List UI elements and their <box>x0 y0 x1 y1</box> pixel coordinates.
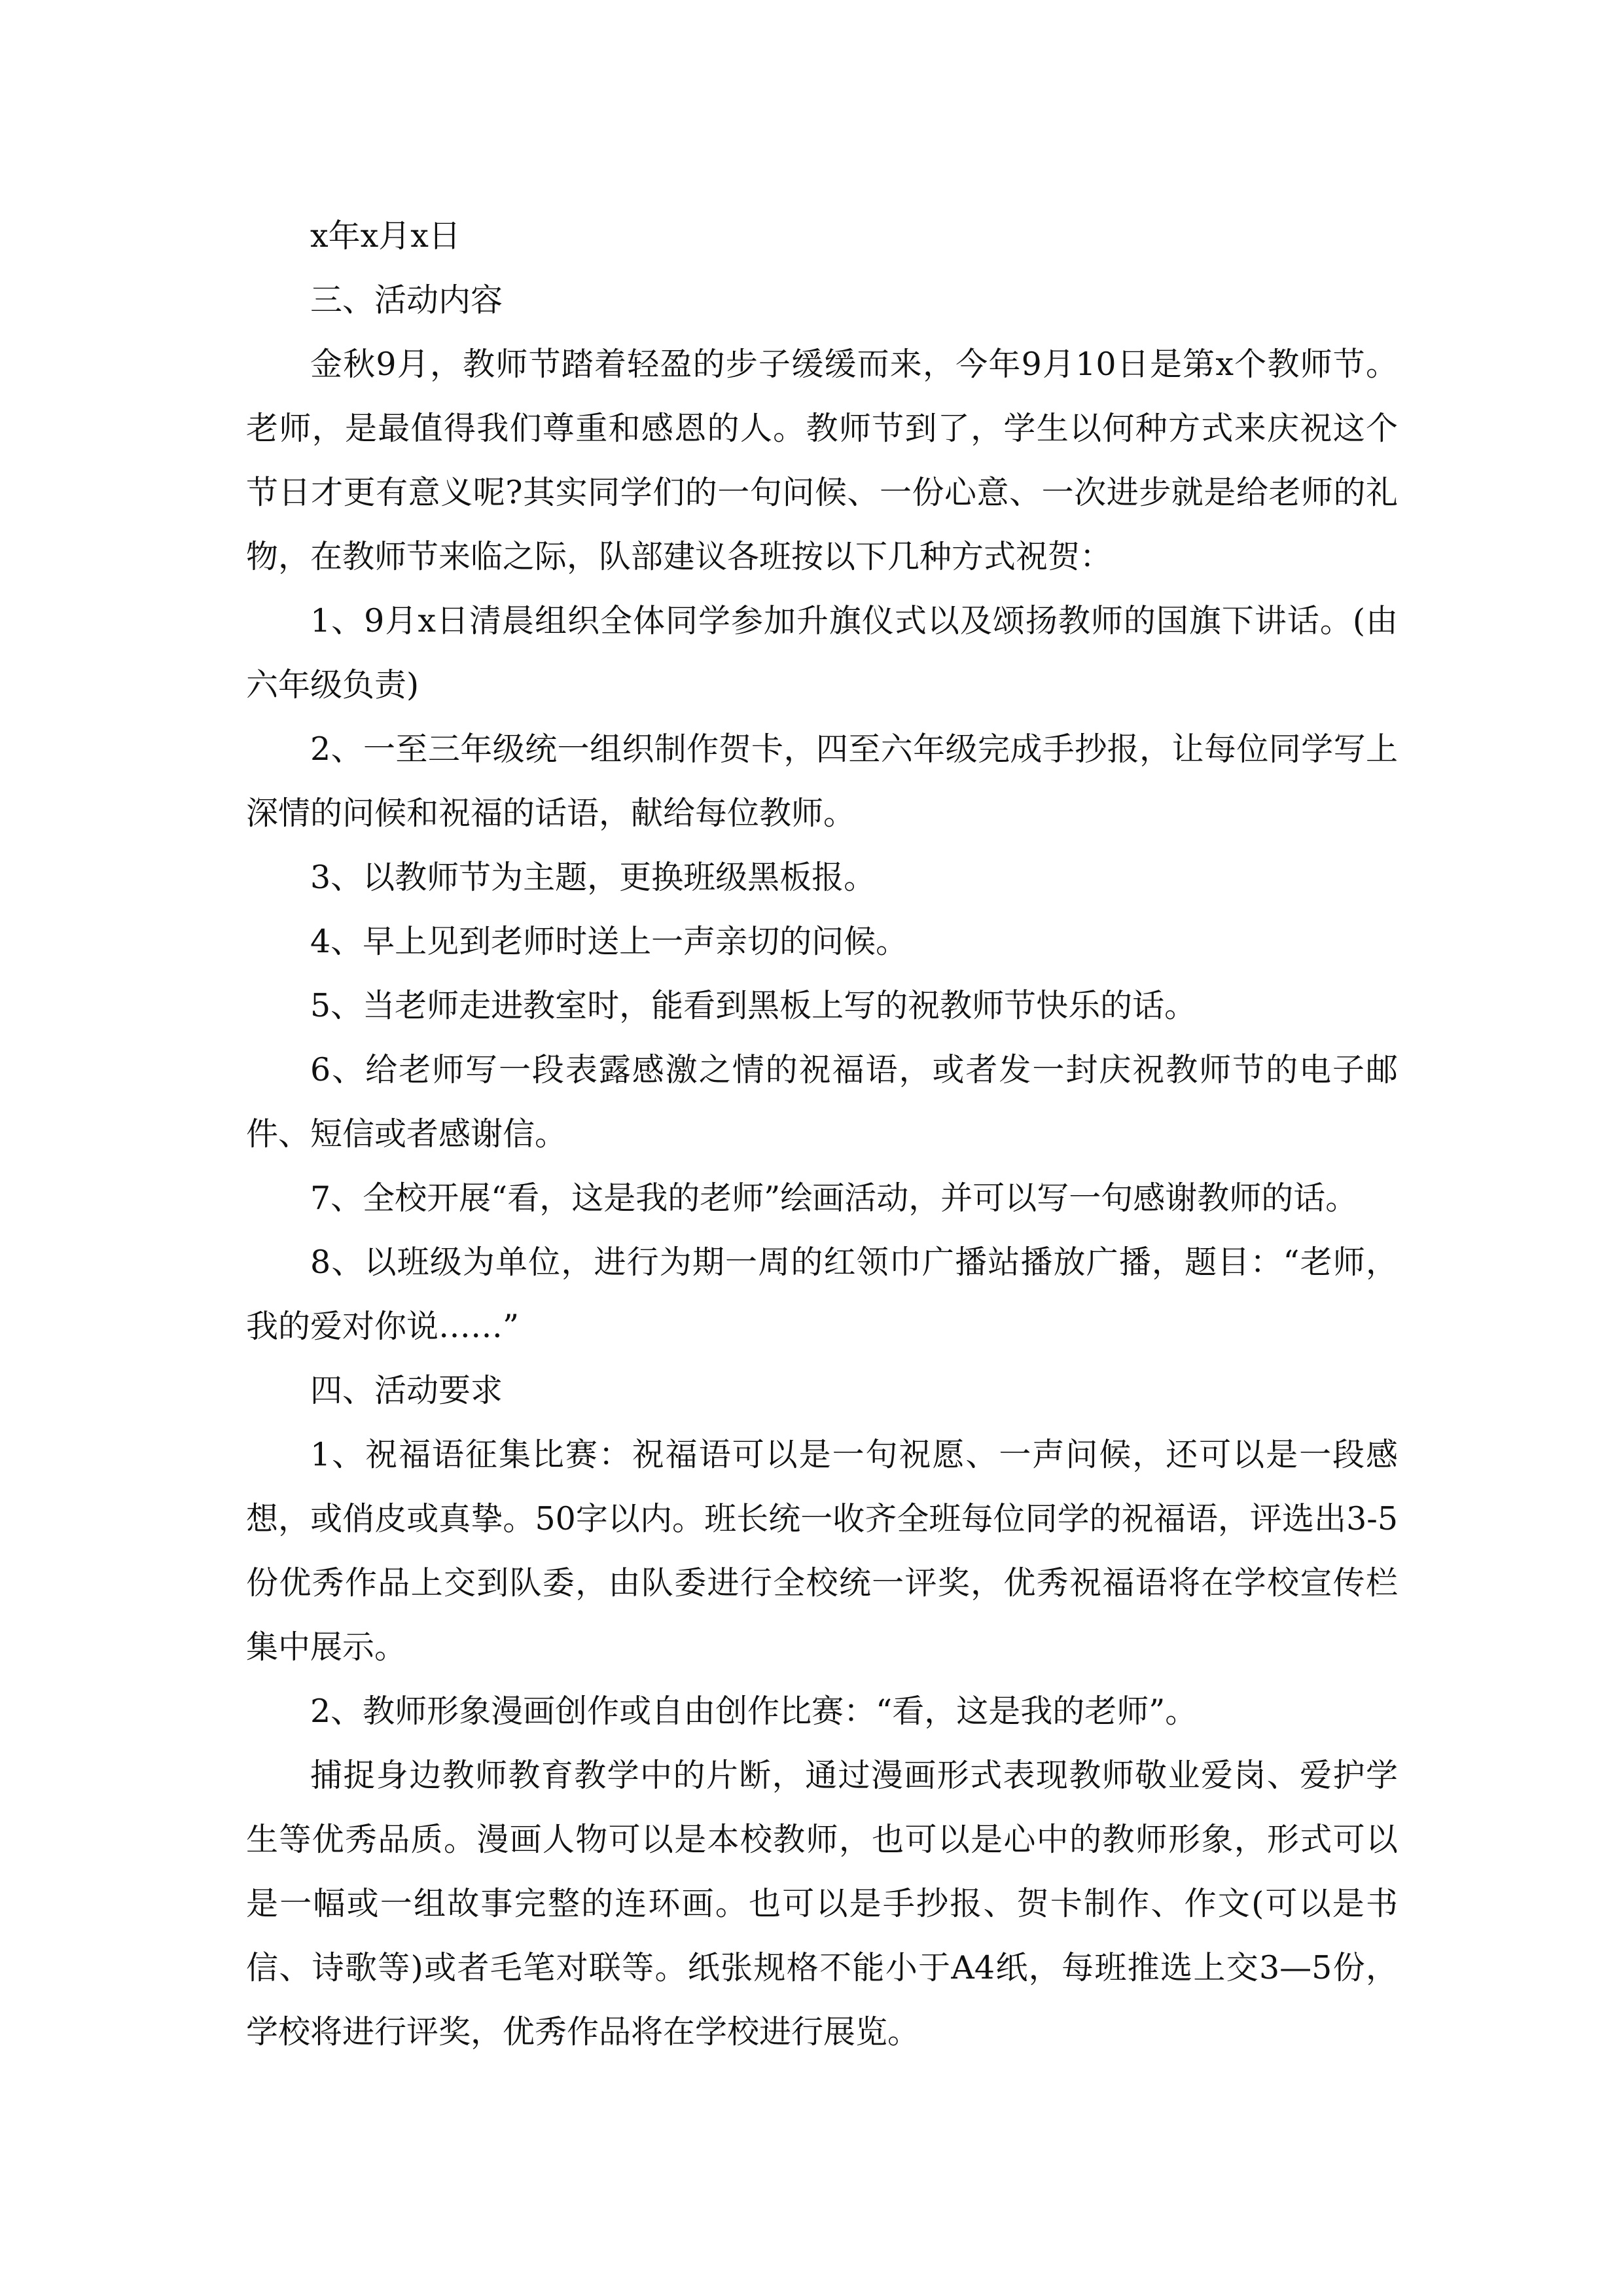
activity-item-3: 3、以教师节为主题，更换班级黑板报。 <box>310 859 876 896</box>
section-heading-activity-content: 三、活动内容 <box>310 281 503 319</box>
requirement-item-1: 1、祝福语征集比赛：祝福语可以是一句祝愿、一声问候，还可以是一段感想，或俏皮或真挚。50字以内。班长统一收齐全班每位同学的祝福语，评选出3-5份优秀作品上交到队委，由队委进行全校统一评奖，优秀祝福语将在学校宣传栏集中展示。 <box>246 1436 1398 1666</box>
intro-paragraph: 金秋9月，教师节踏着轻盈的步子缓缓而来，今年9月10日是第x个教师节。老师，是最值得我们尊重和感恩的人。教师节到了，学生以何种方式来庆祝这个节日才更有意义呢?其实同学们的一句问候、一份心意、一次进步就是给老师的礼物，在教师节来临之际，队部建议各班按以下几种方式祝贺： <box>246 346 1398 575</box>
requirement-item-2-details: 捕捉身边教师教育教学中的片断，通过漫画形式表现教师敬业爱岗、爱护学生等优秀品质。漫画人物可以是本校教师，也可以是心中的教师形象，形式可以是一幅或一组故事完整的连环画。也可以是手抄报、贺卡制作、作文(可以是书信、诗歌等)或者毛笔对联等。纸张规格不能小于A4纸，每班推选上交3—5份，学校将进行评奖，优秀作品将在学校进行展览。 <box>246 1757 1398 2051</box>
document-body <box>246 204 1398 2064</box>
activity-item-1: 1、9月x日清晨组织全体同学参加升旗仪式以及颂扬教师的国旗下讲话。(由六年级负责) <box>246 602 1398 704</box>
activity-item-8: 8、以班级为单位，进行为期一周的红领巾广播站播放广播，题目：“老师，我的爱对你说……” <box>246 1244 1398 1345</box>
section-heading-activity-requirements: 四、活动要求 <box>310 1372 503 1409</box>
activity-item-5: 5、当老师走进教室时，能看到黑板上写的祝教师节快乐的话。 <box>310 987 1197 1024</box>
requirement-item-2: 2、教师形象漫画创作或自由创作比赛：“看，这是我的老师”。 <box>310 1693 1198 1730</box>
activity-item-4: 4、早上见到老师时送上一声亲切的问候。 <box>310 923 908 960</box>
date-line: x年x月x日 <box>310 217 461 255</box>
activity-item-7: 7、全校开展“看，这是我的老师”绘画活动，并可以写一句感谢教师的话。 <box>310 1179 1358 1217</box>
activity-item-2: 2、一至三年级统一组织制作贺卡，四至六年级完成手抄报，让每位同学写上深情的问候和祝福的话语，献给每位教师。 <box>246 730 1398 832</box>
activity-item-6: 6、给老师写一段表露感激之情的祝福语，或者发一封庆祝教师节的电子邮件、短信或者感谢信。 <box>246 1051 1398 1153</box>
